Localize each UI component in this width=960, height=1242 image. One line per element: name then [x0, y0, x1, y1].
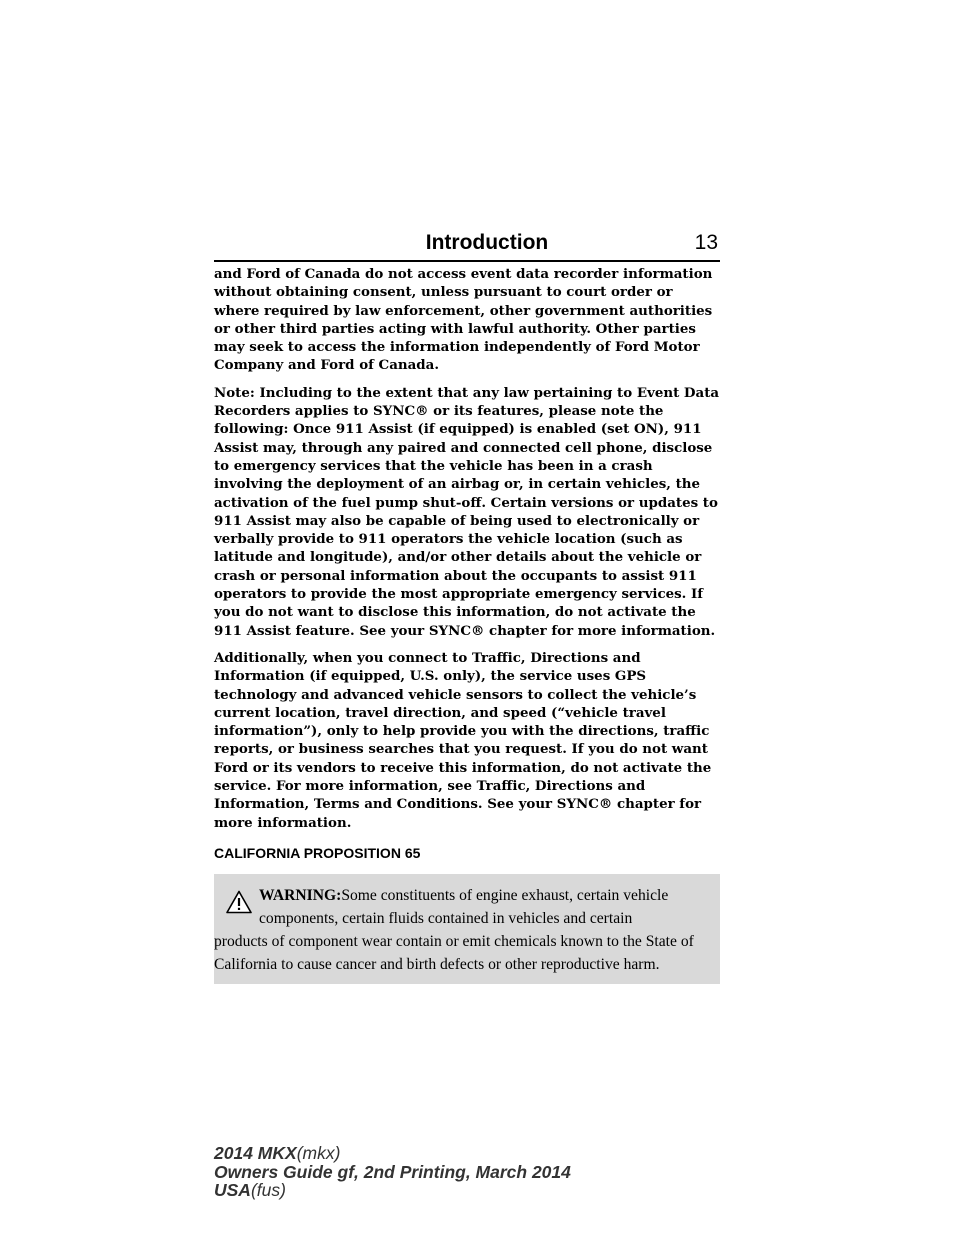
- warning-triangle-icon: [226, 890, 252, 914]
- footer-market: USA: [214, 1180, 251, 1200]
- warning-first-lines: [214, 884, 714, 930]
- main-content: [214, 265, 720, 984]
- page-footer: [214, 1144, 571, 1200]
- footer-market-line: [214, 1181, 571, 1200]
- paragraph-sync-911-assist: Note: Including to the extent that any law pertaining to Event Data Recorders applies to SYNC® or its features, please note the following: Once 911 Assist (if equipped) is enabled (set ON), 911 Assist may, through any paired and connected cell phone, disclose to emergency services that the vehicle has been in a crash involving the deployment of an airbag or, in certain vehicles, the activation of the fuel pump shut-off. Certain versions or updates to 911 Assist may also be capable of being used to electronically or verbally provide to 911 operators the vehicle location (such as latitude and longitude), and/or other details about the vehicle or crash or personal information about the occupants to assist 911 operators to provide the most appropriate emergency services. If you do not want to disclose this information, do not activate the 911 Assist feature. See your SYNC® chapter for more information.: [214, 384, 720, 639]
- paragraph-traffic-directions: Additionally, when you connect to Traffic, Directions and Information (if equipped, U.S. only), the service uses GPS technology and advanced vehicle sensors to collect the vehicle’s current location, travel direction, and speed (“vehicle travel information”), only to help provide you with the directions, traffic reports, or business searches that you request. If you do not want Ford or its vendors to receive this information, do not activate the service. For more information, see Traffic, Directions and Information, Terms and Conditions. See your SYNC® chapter for more information.: [214, 649, 712, 831]
- footer-model-code: (mkx): [296, 1143, 341, 1163]
- paragraph-event-data-access: and Ford of Canada do not access event data recorder information without obtaining consent, unless pursuant to court order or where required by law enforcement, other government authorities or other third parties acting with lawful authority. Other parties may seek to access the information independently of Ford Motor Company and Ford of Canada.: [214, 266, 713, 374]
- warning-text-first: Some constituents of engine exhaust, certain vehicle components, certain fluids contained in vehicles and certain: [259, 886, 669, 927]
- footer-model-line: [214, 1144, 571, 1163]
- warning-box: [214, 874, 720, 984]
- section-heading-prop65: CALIFORNIA PROPOSITION 65: [214, 844, 421, 861]
- warning-text-rest: products of component wear contain or emit chemicals known to the State of California to cause cancer and birth defects or other reproductive harm.: [214, 932, 694, 973]
- chapter-title: Introduction: [425, 231, 549, 254]
- page-number: 13: [694, 231, 718, 254]
- warning-label: WARNING:: [259, 886, 342, 904]
- page-header: [214, 230, 720, 262]
- footer-market-code: (fus): [250, 1180, 286, 1200]
- footer-guide-line: Owners Guide gf, 2nd Printing, March 2014: [214, 1161, 571, 1182]
- footer-model: 2014 MKX: [214, 1143, 297, 1163]
